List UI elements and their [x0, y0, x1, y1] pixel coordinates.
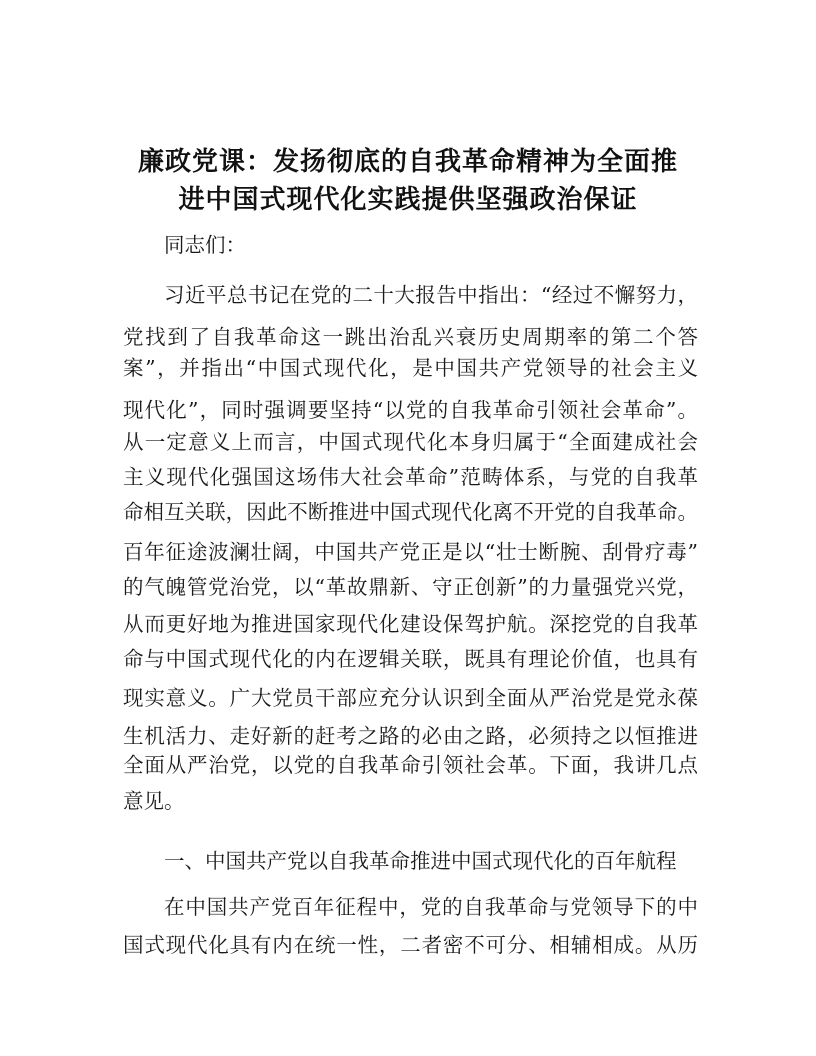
paragraph-1-line: 全面从严治党，以党的自我革命引领社会革。下面，我讲几点: [123, 753, 698, 777]
paragraph-1-line: 从一定意义上而言，中国式现代化本身归属于“全面建成社会: [123, 430, 698, 454]
document-title-line-1: 廉政党课：发扬彻底的自我革命精神为全面推: [137, 147, 678, 177]
document-title-line-2: 进中国式现代化实践提供坚强政治保证: [178, 185, 638, 215]
section-heading: 一、中国共产党以自我革命推进中国式现代化的百年航程: [164, 849, 677, 873]
paragraph-1-line: 现代化”，同时强调要坚持“以党的自我革命引领社会革命”。: [123, 398, 698, 422]
paragraph-1-line: 生机活力、走好新的赶考之路的必由之路，必须持之以恒推进: [123, 724, 698, 748]
salutation: 同志们：: [164, 233, 246, 257]
paragraph-1-line: 意见。: [123, 789, 185, 813]
paragraph-2-line: 在中国共产党百年征程中，党的自我革命与党领导下的中: [164, 895, 698, 919]
paragraph-1-line: 主义现代化强国这场伟大社会革命”范畴体系，与党的自我革: [123, 465, 698, 489]
paragraph-1-line: 习近平总书记在党的二十大报告中指出：“经过不懈努力，: [164, 283, 698, 307]
paragraph-1-line: 从而更好地为推进国家现代化建设保驾护航。深挖党的自我革: [123, 612, 698, 636]
paragraph-1-line: 案”，并指出“中国式现代化，是中国共产党领导的社会主义: [123, 356, 698, 380]
paragraph-1-line: 现实意义。广大党员干部应充分认识到全面从严治党是党永葆: [123, 686, 698, 710]
paragraph-1-line: 命与中国式现代化的内在逻辑关联，既具有理论价值，也具有: [123, 647, 698, 671]
paragraph-1-line: 党找到了自我革命这一跳出治乱兴衰历史周期率的第二个答: [123, 325, 698, 349]
paragraph-1-line: 的气魄管党治党，以“革故鼎新、守正创新”的力量强党兴党，: [123, 575, 698, 599]
paragraph-2-line: 国式现代化具有内在统一性，二者密不可分、相辅相成。从历: [123, 933, 698, 957]
paragraph-1-line: 百年征途波澜壮阔，中国共产党正是以“壮士断腕、刮骨疗毒”: [123, 540, 698, 564]
paragraph-1-line: 命相互关联，因此不断推进中国式现代化离不开党的自我革命。: [123, 500, 698, 524]
